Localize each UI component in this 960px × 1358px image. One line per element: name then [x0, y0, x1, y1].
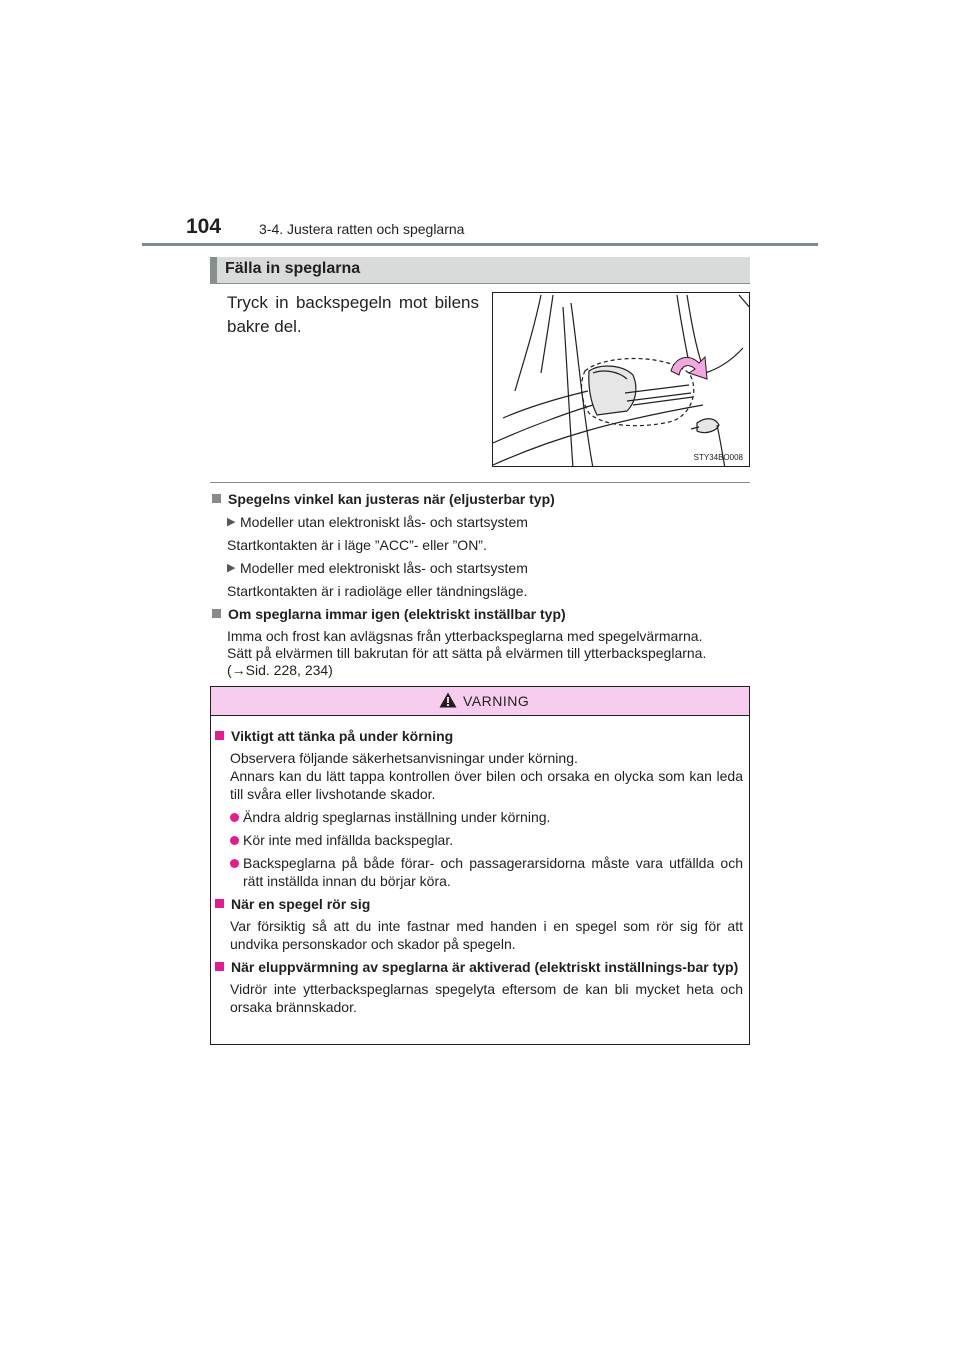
triangle-bullet-icon: ▶ — [227, 562, 236, 574]
square-bullet-icon — [212, 494, 221, 503]
warning-line: Annars kan du lätt tappa kontrollen över bilen och orsaka en olycka som kan leda till svåra eller livshotande skador. — [230, 768, 743, 802]
triangle-bullet-icon: ▶ — [227, 516, 236, 528]
warning-bullet — [211, 854, 751, 890]
header-rule — [142, 243, 818, 246]
note-line: Sätt på elvärmen till bakrutan för att sätta på elvärmen till ytterbackspeglarna. — [227, 645, 707, 661]
mirror-illustration-svg — [493, 293, 750, 467]
warning-line: Observera följande säkerhetsanvisningar under körning. — [230, 750, 578, 766]
note-heading-fog-text: Om speglarna immar igen (elektriskt inställbar typ) — [228, 606, 566, 622]
warning-text: Var försiktig så att du inte fastnar med handen i en spegel som rör sig för att undvika personskador och skador på spegeln. — [230, 918, 743, 952]
square-bullet-icon — [215, 731, 224, 740]
warning-heading-heating — [211, 958, 751, 976]
warning-heading-driving — [211, 727, 751, 745]
square-bullet-icon — [215, 962, 224, 971]
warning-box — [210, 686, 750, 1045]
warning-heading-text: När en spegel rör sig — [231, 896, 371, 912]
warning-content — [211, 727, 751, 1021]
warning-text: Vidrör inte ytterbackspeglarnas spegelyta eftersom de kan bli mycket heta och orsaka brännskador. — [230, 981, 743, 1015]
square-bullet-icon — [212, 609, 221, 618]
page-number: 104 — [186, 215, 222, 238]
note-line: Imma och frost kan avlägsnas från ytterbackspeglarna med spegelvärmarna. — [227, 628, 703, 644]
note-text: Startkontakten är i läge ”ACC”- eller ”ON”. — [227, 537, 487, 553]
note-body-fog — [210, 628, 750, 679]
note-heading-angle — [210, 490, 750, 508]
sub-item-label: Modeller utan elektroniskt lås- och startsystem — [240, 514, 528, 530]
sub-item-without-smart-key — [210, 513, 750, 531]
mirror-fold-illustration — [492, 292, 750, 467]
sub-item-label: Modeller med elektroniskt lås- och startsystem — [240, 560, 528, 576]
warning-heading-text: När eluppvärmning av speglarna är aktiverad (elektriskt inställnings-bar typ) — [231, 959, 739, 975]
section-underline — [210, 283, 750, 284]
running-header: 3-4. Justera ratten och speglarna — [259, 221, 465, 237]
warning-bullet-text: Kör inte med infällda backspeglar. — [243, 832, 454, 848]
note-heading-angle-text: Spegelns vinkel kan justeras när (eljusterbar typ) — [228, 491, 555, 507]
section-divider — [210, 482, 750, 483]
section-title: Fälla in speglarna — [225, 260, 361, 277]
warning-header — [211, 687, 749, 716]
round-bullet-icon — [230, 859, 239, 868]
sub-item-with-smart-key — [210, 559, 750, 577]
note-heading-fog — [210, 605, 750, 623]
round-bullet-icon — [230, 813, 239, 822]
warning-triangle-icon — [439, 692, 457, 708]
section-title-bar — [210, 257, 750, 283]
warning-bullet-text: Ändra aldrig speglarnas inställning under körning. — [243, 809, 551, 825]
warning-bullet-text: Backspeglarna på både förar- och passagerarsidorna måste vara utfällda och rätt inställda innan du börjar köra. — [243, 855, 743, 889]
warning-text — [211, 749, 751, 803]
page-reference: (→Sid. 228, 234) — [227, 662, 333, 678]
section-bar-accent — [210, 257, 217, 283]
round-bullet-icon — [230, 836, 239, 845]
square-bullet-icon — [215, 899, 224, 908]
instruction-text: Tryck in backspegeln mot bilens bakre del. — [227, 293, 479, 336]
notes-section — [210, 490, 750, 684]
figure-code: STY34BO008 — [693, 453, 743, 462]
note-text: Startkontakten är i radioläge eller tändningsläge. — [227, 583, 528, 599]
warning-title: VARNING — [463, 693, 530, 709]
warning-heading-text: Viktigt att tänka på under körning — [231, 728, 454, 744]
warning-heading-moving — [211, 895, 751, 913]
warning-bullet — [211, 808, 751, 826]
warning-bullet — [211, 831, 751, 849]
